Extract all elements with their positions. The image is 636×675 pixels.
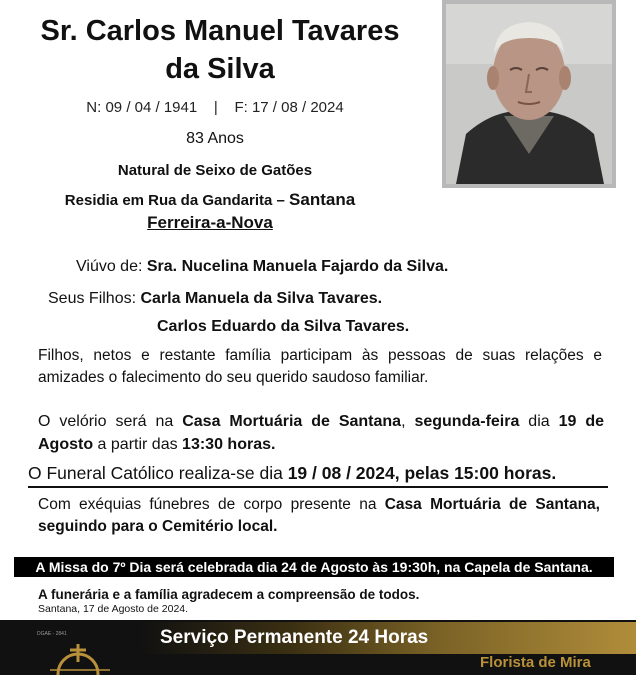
place-date: Santana, 17 de Agosto de 2024.: [38, 603, 189, 615]
name-line-2: da Silva: [165, 53, 275, 85]
funeral-home-logo-icon: [50, 640, 110, 675]
children-line: [48, 290, 382, 308]
name-line-1: Sr. Carlos Manuel Tavares: [40, 15, 400, 47]
wake-location: Casa Mortuária de Santana: [182, 413, 402, 430]
residence-place: Santana: [289, 190, 356, 209]
wake-part: a partir das: [93, 436, 183, 453]
thanks-text: A funerária e a família agradecem a compreensão de todos.: [38, 587, 420, 602]
widower-label: Viúvo de:: [76, 258, 147, 275]
funeral-prefix: O Funeral Católico realiza-se dia: [28, 463, 288, 483]
wake-text: [38, 410, 604, 456]
child-1: Carla Manuela da Silva Tavares.: [140, 290, 383, 307]
exequias-part: Com exéquias fúnebres de corpo presente na: [38, 496, 385, 513]
widower-name: Sra. Nucelina Manuela Fajardo da Silva.: [146, 258, 449, 275]
age: 83 Anos: [186, 130, 244, 147]
wake-part: ,: [401, 413, 415, 430]
mass-banner: A Missa do 7º Dia será celebrada dia 24 de Agosto às 19:30h, na Capela de Santana.: [14, 557, 614, 577]
participation-text: Filhos, netos e restante família participam às pessoas de suas relações e amizades o falecimento do seu querido saudoso familiar.: [38, 347, 602, 386]
children-label: Seus Filhos:: [48, 290, 141, 307]
funeral-datetime: 19 / 08 / 2024, pelas 15:00 horas.: [287, 463, 557, 483]
exequias-text: [38, 494, 600, 538]
wake-date: 19 de Agosto: [38, 413, 604, 453]
portrait-image: [446, 4, 612, 184]
florist-name: Florista de Mira: [480, 654, 591, 671]
wake-time: 13:30 horas.: [182, 436, 276, 453]
portrait-photo: [442, 0, 616, 188]
residence: [20, 190, 400, 210]
residence-prefix: Residia em Rua da Gandarita –: [64, 192, 290, 209]
child-2: Carlos Eduardo da Silva Tavares.: [157, 318, 410, 335]
deceased-name: [10, 12, 430, 88]
exequias-location: Casa Mortuária de Santana, seguindo para o Cemitério local.: [38, 496, 600, 535]
residence-locality: Ferreira-a-Nova: [147, 213, 273, 232]
birth-death-dates: N: 09 / 04 / 1941 | F: 17 / 08 / 2024: [86, 99, 344, 116]
wake-part: dia: [519, 413, 559, 430]
service-text: Serviço Permanente 24 Horas: [160, 627, 429, 648]
widower-line: [76, 258, 448, 276]
wake-part: O velório será na: [38, 413, 183, 430]
funeral-line: [28, 463, 608, 488]
license-code: DGAE - 2841: [37, 631, 67, 637]
wake-weekday: segunda-feira: [414, 413, 520, 430]
birthplace: Natural de Seixo de Gatões: [117, 162, 313, 179]
